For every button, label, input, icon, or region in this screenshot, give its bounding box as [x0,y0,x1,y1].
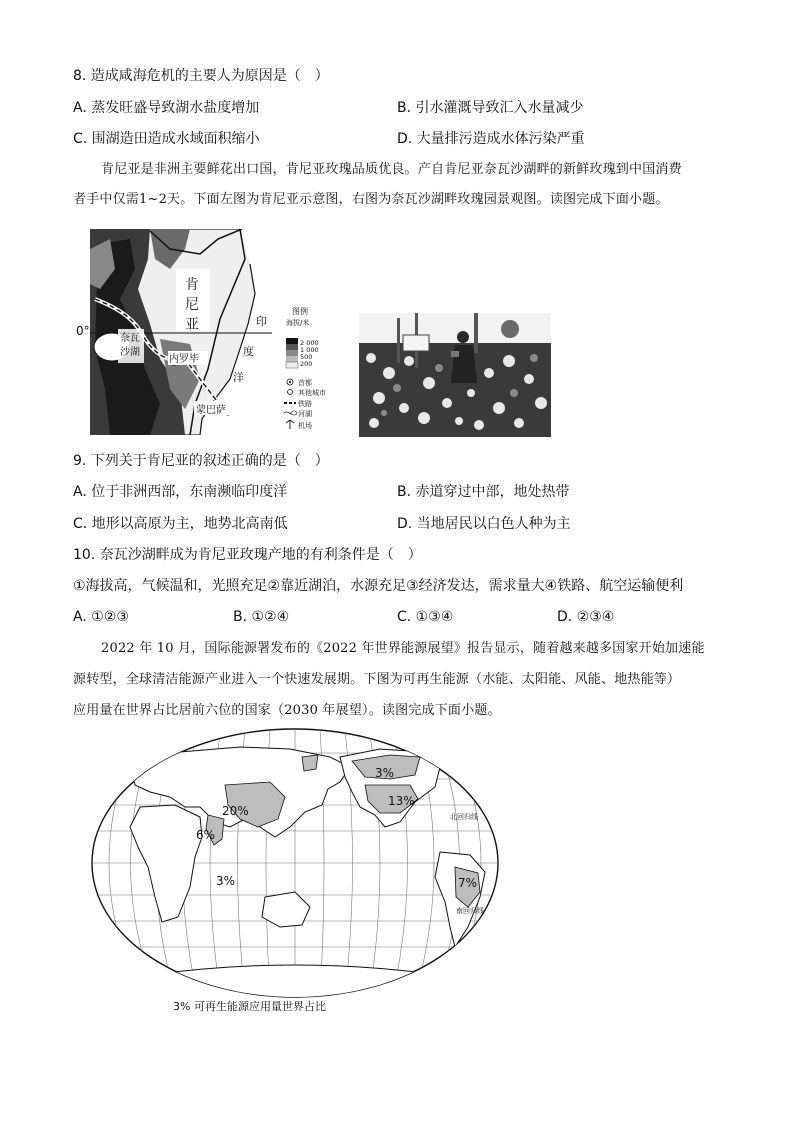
q9-option-c: C. 地形以高原为主，地势北高南低 [73,516,288,532]
q10-option-c: C. ①③④ [397,609,454,625]
kenya-map-legend [280,305,350,440]
map-ocean-label-1: 印 [256,315,267,328]
q10-option-d: D. ②③④ [557,609,615,625]
world-label-china: 20% [222,804,249,818]
world-map-caption: 3% 可再生能源应用量世界占比 [173,1000,326,1013]
passage1-line1: 肯尼亚是非洲主要鲜花出口国，肯尼亚玫瑰品质优良。产自肯尼亚奈瓦沙湖畔的新鲜玫瑰到中国消费 [101,162,682,177]
q9-option-d: D. 当地居民以白色人种为主 [397,516,571,532]
q10-option-a: A. ①②③ [73,609,129,625]
world-label-india: 6% [196,828,216,842]
q8-option-a: A. 蒸发旺盛导致湖水盐度增加 [73,100,260,116]
map-ocean-label-2: 度 [243,345,254,358]
legend-level-1: 2 000 [300,339,319,347]
map-ocean-label-3: 洋 [233,371,244,384]
map-country-label-2: 尼 [185,297,199,313]
map-capital-label: 内罗毕 [169,354,199,365]
passage2-line3: 应用量在世界占比居前六位的国家（2030 年展望）。读图完成下面小题。 [73,703,501,718]
q9-stem: 9. 下列关于肯尼亚的叙述正确的是（ ） [73,453,329,469]
q10-stem: 10. 奈瓦沙湖畔成为肯尼亚玫瑰产地的有利条件是（ ） [73,547,422,563]
q9-option-a: A. 位于非洲西部，东南濒临印度洋 [73,484,288,500]
world-label-usa: 13% [388,794,415,808]
q9-option-b: B. 赤道穿过中部，地处热带 [397,484,570,500]
legend-symbol-city: 其他城市 [298,389,326,397]
q8-option-c: C. 围湖造田造成水域面积缩小 [73,131,260,147]
rose-garden-photo [359,313,551,437]
q8-stem: 8. 造成咸海危机的主要人为原因是（ ） [73,68,329,84]
world-label-indonesia: 3% [216,874,236,888]
q8-option-d: D. 大量排污造成水体污染严重 [397,131,585,147]
world-label-brazil: 7% [458,876,478,890]
world-label-canada: 3% [375,766,395,780]
passage1-line2: 者手中仅需1~2天。下面左图为肯尼亚示意图，右图为奈瓦沙湖畔玫瑰园景观图。读图完成下面小题。 [73,192,669,207]
map-country-label-1: 肯 [185,277,199,293]
world-label-tropic-cancer: 北回归线 [450,813,478,821]
q10-option-b: B. ①②④ [233,609,290,625]
legend-symbol-railway: 铁路 [298,400,312,408]
passage2-line2: 源转型，全球清洁能源产业进入一个快速发展期。下图为可再生能源（水能、太阳能、风能、地热能等） [73,672,681,687]
legend-level-3: 500 [300,353,313,361]
map-lake-label-1: 奈瓦 [120,333,140,344]
map-country-label-3: 亚 [185,317,199,333]
world-label-tropic-capricorn: 南回归线 [456,907,484,915]
q10-conditions: ①海拔高，气候温和，光照充足②靠近湖泊，水源充足③经济发达，需求量大④铁路、航空运输便利 [73,578,684,594]
legend-title: 图例 [292,307,308,316]
map-lake-label-2: 沙湖 [120,347,140,358]
passage2-line1: 2022 年 10 月，国际能源署发布的《2022 年世界能源展望》报告显示，随着越来越多国家开始加速能 [101,641,705,656]
legend-level-2: 1 000 [300,346,319,354]
legend-symbol-airport: 机场 [298,422,312,430]
map-equator-label: 0° [76,324,90,338]
legend-elev-label: 海拔/米 [286,319,310,327]
japan-shape [302,755,318,771]
legend-symbol-capital: 首都 [298,379,312,387]
map-port-label: 蒙巴萨 [196,405,226,416]
legend-level-4: 200 [300,360,313,368]
world-map [90,727,500,999]
legend-symbol-river-lake: 河湖 [298,410,312,418]
q8-option-b: B. 引水灌溉导致汇入水量减少 [397,100,584,116]
kenya-map [90,229,272,435]
